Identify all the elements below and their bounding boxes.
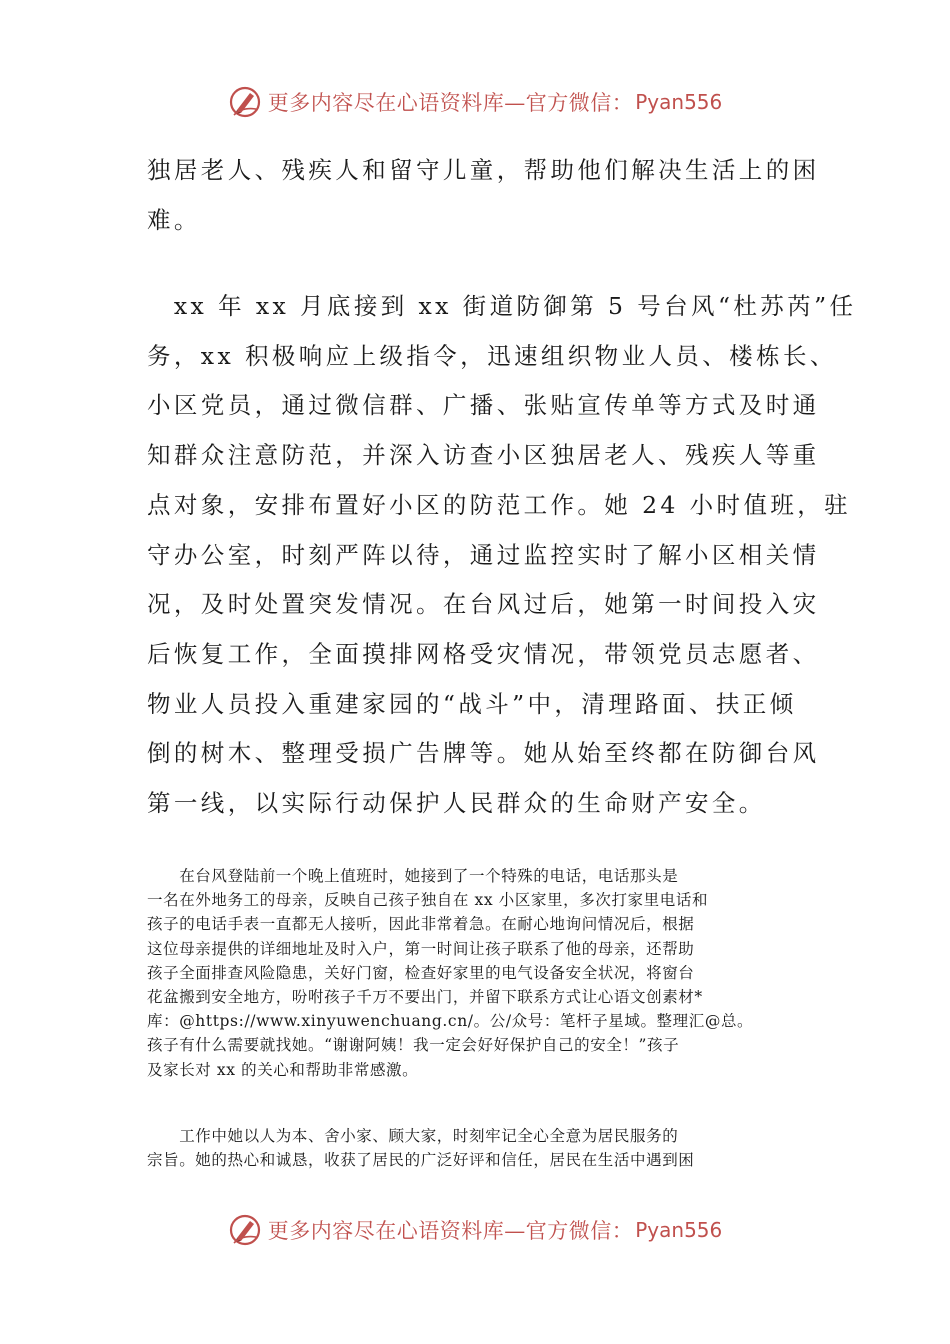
- paragraph-4: [147, 1124, 807, 1172]
- text-line: xx 年 xx 月底接到 xx 街道防御第 5 号台风“杜苏芮”任: [147, 292, 857, 320]
- text-line: 宗旨。她的热心和诚恳，收获了居民的广泛好评和信任，居民在生活中遇到困: [147, 1151, 695, 1170]
- pen-logo-icon: [228, 85, 262, 119]
- banner-handle: Pyan556: [635, 90, 723, 114]
- text-line: 知群众注意防范，并深入访查小区独居老人、残疾人等重: [147, 441, 820, 470]
- text-line: 第一线，以实际行动保护人民群众的生命财产安全。: [147, 789, 766, 818]
- text-line: 务，xx 积极响应上级指令，迅速组织物业人员、楼栋长、: [147, 341, 837, 370]
- text-line: 这位母亲提供的详细地址及时入户，第一时间让孩子联系了他的母亲，还帮助: [147, 939, 695, 958]
- text-line: 孩子的电话手表一直都无人接听，因此非常着急。在耐心地询问情况后，根据: [147, 915, 695, 934]
- text-line: 一名在外地务工的母亲，反映自己孩子独自在 xx 小区家里，多次打家里电话和: [147, 891, 709, 910]
- banner-text: 更多内容尽在心语资料库—官方微信：: [267, 91, 634, 115]
- text-line: 物业人员投入重建家园的“战斗”中，清理路面、扶正倾: [147, 689, 797, 718]
- text-line: 况，及时处置突发情况。在台风过后，她第一时间投入灾: [147, 590, 820, 619]
- text-line: 难。: [147, 205, 201, 234]
- text-line: 后恢复工作，全面摸排网格受灾情况，带领党员志愿者、: [147, 639, 820, 668]
- text-line: 独居老人、残疾人和留守儿童，帮助他们解决生活上的困: [147, 156, 820, 184]
- banner-text: 更多内容尽在心语资料库—官方微信：: [267, 1219, 634, 1243]
- text-line: 倒的树木、整理受损广告牌等。她从始至终都在防御台风: [147, 739, 820, 768]
- text-line: 孩子有什么需要就找她。“谢谢阿姨！我一定会好好保护自己的安全！”孩子: [147, 1036, 680, 1055]
- paragraph-1: [147, 146, 820, 245]
- text-line: 守办公室，时刻严阵以待，通过监控实时了解小区相关情: [147, 540, 820, 569]
- text-line: 库：@https://www.xinyuwenchuang.cn/。公/众号：笔杆子星域。整理汇@总。: [147, 1012, 754, 1031]
- paragraph-2: [147, 282, 857, 829]
- text-line: 点对象，安排布置好小区的防范工作。她 24 小时值班，驻: [147, 490, 852, 519]
- banner-handle: Pyan556: [635, 1218, 723, 1242]
- text-line: 及家长对 xx 的关心和帮助非常感激。: [147, 1060, 419, 1079]
- text-line: 孩子全面排查风险隐患，关好门窗，检查好家里的电气设备安全状况，将窗台: [147, 963, 695, 982]
- pen-logo-icon: [228, 1213, 262, 1247]
- text-line: 工作中她以人为本、舍小家、顾大家，时刻牢记全心全意为居民服务的: [147, 1127, 679, 1145]
- paragraph-3: [147, 864, 807, 1082]
- text-line: 在台风登陆前一个晚上值班时，她接到了一个特殊的电话，电话那头是: [147, 867, 679, 885]
- text-line: 花盆搬到安全地方，吩咐孩子千万不要出门，并留下联系方式让心语文创素材*: [147, 988, 703, 1007]
- footer-banner: [0, 1210, 950, 1250]
- header-banner: [0, 82, 950, 122]
- text-line: 小区党员，通过微信群、广播、张贴宣传单等方式及时通: [147, 391, 820, 420]
